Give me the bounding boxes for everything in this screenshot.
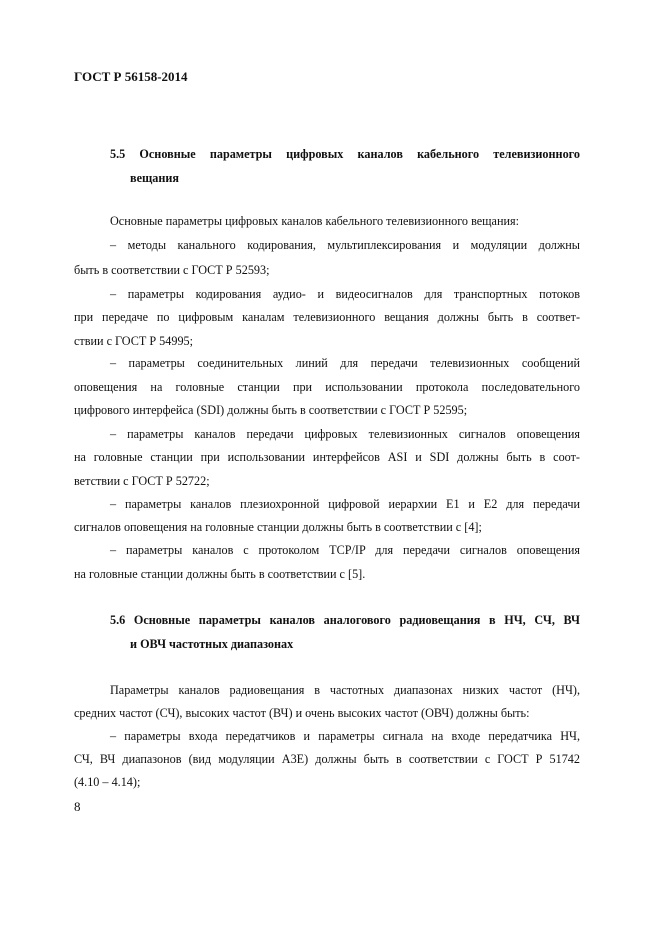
paragraph-line: сигналов оповещения на головные станции должны быть в соответствии с [4];	[74, 520, 482, 534]
section-heading: 5.5 Основные параметры цифровых каналов кабельного телевизионного	[110, 147, 580, 161]
paragraph-line: ветствии с ГОСТ Р 52722;	[74, 474, 210, 488]
paragraph-line: цифрового интерфейса (SDI) должны быть в соответствии с ГОСТ Р 52595;	[74, 403, 468, 417]
paragraph-line: ствии с ГОСТ Р 54995;	[74, 334, 194, 348]
paragraph-line: средних частот (СЧ), высоких частот (ВЧ) и очень высоких частот (ОВЧ) должны быть:	[74, 706, 530, 720]
list-item-line: – параметры каналов передачи цифровых телевизионных сигналов оповещения	[110, 427, 580, 441]
paragraph-line: (4.10 – 4.14);	[74, 775, 141, 789]
paragraph-line: на головные станции при использовании интерфейсов ASI и SDI должны быть в соот-	[74, 450, 580, 464]
list-item-line: – параметры каналов с протоколом TCP/IP для передачи сигналов оповещения	[110, 543, 580, 557]
document-id: ГОСТ Р 56158-2014	[74, 69, 188, 84]
list-item-line: – параметры кодирования аудио- и видеосигналов для транспортных потоков	[110, 287, 580, 301]
paragraph-line: быть в соответствии с ГОСТ Р 52593;	[74, 263, 270, 277]
section-heading: 5.6 Основные параметры каналов аналогового радиовещания в НЧ, СЧ, ВЧ	[110, 613, 580, 627]
list-item-line: – параметры каналов плезиохронной цифровой иерархии Е1 и Е2 для передачи	[110, 497, 580, 511]
paragraph-line: при передаче по цифровым каналам телевизионного вещания должны быть в соответ-	[74, 310, 580, 324]
section-heading-continued: вещания	[130, 171, 180, 185]
paragraph-line: Параметры каналов радиовещания в частотных диапазонах низких частот (НЧ),	[110, 683, 580, 697]
section-heading-continued: и ОВЧ частотных диапазонах	[130, 637, 294, 651]
paragraph-line: Основные параметры цифровых каналов кабельного телевизионного вещания:	[110, 214, 520, 228]
list-item-line: – параметры соединительных линий для передачи телевизионных сообщений	[110, 356, 580, 370]
list-item-line: – методы канального кодирования, мультиплексирования и модуляции должны	[110, 238, 580, 252]
page-number: 8	[74, 799, 81, 814]
list-item-line: – параметры входа передатчиков и параметры сигнала на входе передатчика НЧ,	[110, 729, 580, 743]
paragraph-line: СЧ, ВЧ диапазонов (вид модуляции А3Е) должны быть в соответствии с ГОСТ Р 51742	[74, 752, 580, 766]
paragraph-line: на головные станции должны быть в соответствии с [5].	[74, 567, 366, 581]
paragraph-line: оповещения на головные станции при использовании протокола последовательного	[74, 380, 580, 394]
